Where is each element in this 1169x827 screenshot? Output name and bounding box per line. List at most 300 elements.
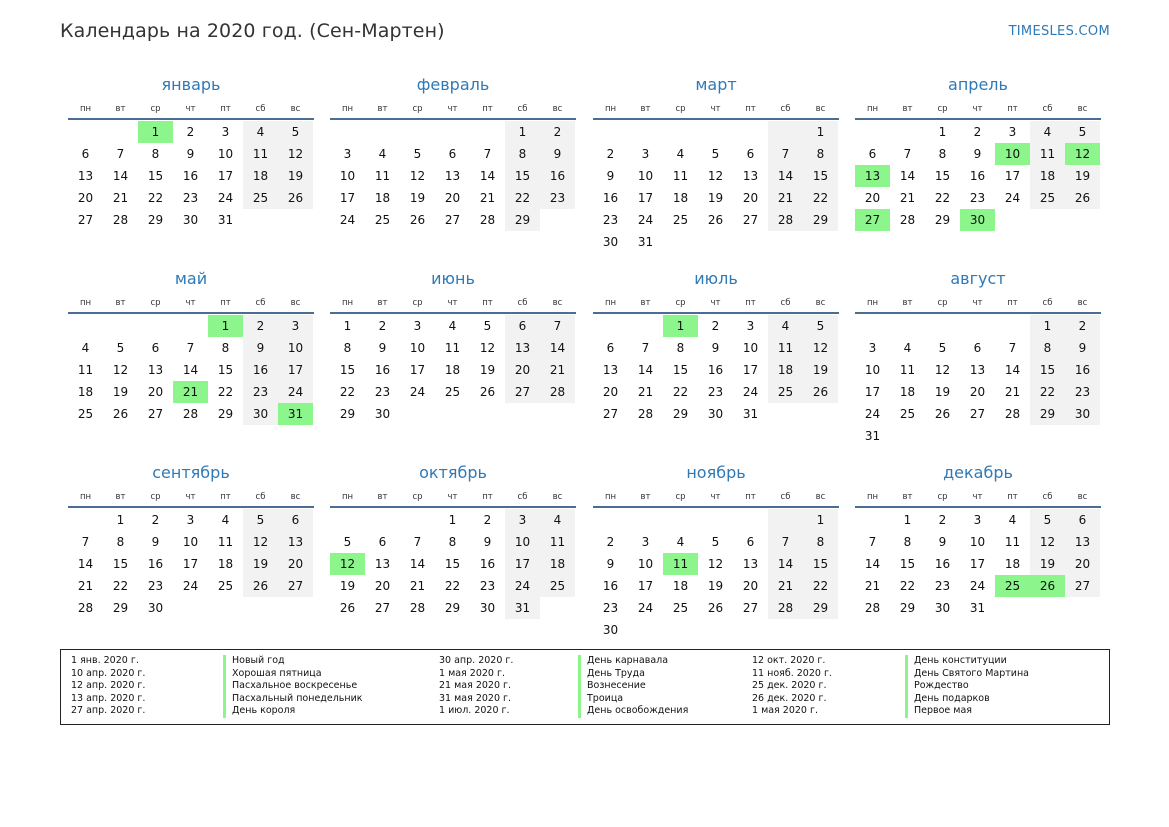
day-cell: 30 xyxy=(479,601,496,615)
empty-day xyxy=(365,121,400,143)
day-cell: 2 xyxy=(606,535,615,549)
empty-day xyxy=(628,315,663,337)
day-cell: 3 xyxy=(868,341,877,355)
day-cell: 19 xyxy=(409,191,426,205)
day-cell: 17 xyxy=(1004,169,1021,183)
day-cell: 6 xyxy=(746,535,755,549)
day-cell: 12 xyxy=(707,557,724,571)
day-cell: 25 xyxy=(77,407,94,421)
day-cell: 2 xyxy=(973,125,982,139)
day-cell: 2 xyxy=(186,125,195,139)
day-cell: 14 xyxy=(768,165,803,187)
day-cell: 5 xyxy=(413,147,422,161)
day-cell: 11 xyxy=(540,531,575,553)
empty-day xyxy=(628,121,663,143)
day-cell: 25 xyxy=(217,579,234,593)
weekday-label: сб xyxy=(1042,492,1053,502)
day-cell: 17 xyxy=(637,191,654,205)
empty-day xyxy=(733,121,768,143)
day-grid xyxy=(593,121,839,253)
empty-day xyxy=(68,509,103,531)
day-cell: 10 xyxy=(864,363,881,377)
day-cell: 14 xyxy=(112,169,129,183)
day-grid xyxy=(593,315,839,425)
empty-day xyxy=(400,121,435,143)
day-cell: 19 xyxy=(243,553,278,575)
legend-dates-col1 xyxy=(71,655,145,718)
weekday-label: чт xyxy=(447,104,458,114)
legend-holiday: День Святого Мартина xyxy=(914,667,1030,679)
weekday-label: сб xyxy=(780,104,791,114)
month-block xyxy=(593,74,839,253)
empty-day xyxy=(925,315,960,337)
day-cell: 4 xyxy=(81,341,90,355)
day-cell: 29 xyxy=(147,213,164,227)
weekday-label: пн xyxy=(604,298,617,308)
day-cell: 22 xyxy=(112,579,129,593)
day-cell: 6 xyxy=(278,509,313,531)
month-divider xyxy=(593,312,839,314)
day-cell: 28 xyxy=(768,209,803,231)
day-cell: 29 xyxy=(444,601,461,615)
day-cell: 15 xyxy=(217,363,234,377)
weekday-label: ср xyxy=(937,298,948,308)
day-cell: 17 xyxy=(969,557,986,571)
day-cell: 28 xyxy=(540,381,575,403)
day-cell: 17 xyxy=(864,385,881,399)
empty-day xyxy=(103,315,138,337)
day-cell: 20 xyxy=(1065,553,1100,575)
legend-holiday: Рождество xyxy=(914,680,969,692)
weekday-header xyxy=(593,100,839,118)
day-cell: 5 xyxy=(483,319,492,333)
day-cell: 29 xyxy=(803,209,838,231)
empty-day xyxy=(330,121,365,143)
day-cell: 21 xyxy=(112,191,129,205)
day-cell: 19 xyxy=(1065,165,1100,187)
day-cell: 29 xyxy=(672,407,689,421)
day-cell: 30 xyxy=(374,407,391,421)
weekday-label: вт xyxy=(902,298,913,308)
day-cell: 13 xyxy=(147,363,164,377)
day-cell: 3 xyxy=(343,147,352,161)
weekday-label: вт xyxy=(377,298,388,308)
day-cell: 5 xyxy=(116,341,125,355)
month-name: январь xyxy=(161,75,221,94)
empty-day xyxy=(698,121,733,143)
empty-day xyxy=(173,315,208,337)
weekday-label: пн xyxy=(341,298,354,308)
day-grid xyxy=(330,315,576,425)
month-block xyxy=(68,462,314,619)
day-cell: 16 xyxy=(602,191,619,205)
day-cell: 28 xyxy=(182,407,199,421)
day-cell: 23 xyxy=(969,191,986,205)
empty-day xyxy=(855,509,890,531)
day-cell: 28 xyxy=(768,597,803,619)
day-cell: 3 xyxy=(1008,125,1017,139)
weekday-label: вс xyxy=(1077,492,1088,502)
day-cell: 15 xyxy=(112,557,129,571)
day-cell: 24 xyxy=(217,191,234,205)
day-cell: 8 xyxy=(116,535,125,549)
day-cell: 2 xyxy=(606,147,615,161)
day-cell: 4 xyxy=(243,121,278,143)
day-cell: 14 xyxy=(637,363,654,377)
day-cell: 27 xyxy=(602,407,619,421)
weekday-label: пт xyxy=(1007,104,1018,114)
day-cell: 12 xyxy=(479,341,496,355)
day-cell: 11 xyxy=(768,337,803,359)
day-cell: 4 xyxy=(378,147,387,161)
day-cell: 4 xyxy=(1008,513,1017,527)
weekday-header xyxy=(593,488,839,506)
day-cell: 23 xyxy=(147,579,164,593)
legend-date: 21 мая 2020 г. xyxy=(439,680,512,692)
empty-day xyxy=(593,315,628,337)
month-block xyxy=(68,74,314,231)
weekday-label: пн xyxy=(79,298,92,308)
day-cell: 3 xyxy=(641,147,650,161)
empty-day xyxy=(733,509,768,531)
legend-dates-col3 xyxy=(752,655,832,718)
day-cell: 1 xyxy=(448,513,457,527)
legend-date: 27 апр. 2020 г. xyxy=(71,705,146,717)
empty-day xyxy=(68,121,103,143)
day-cell: 18 xyxy=(1030,165,1065,187)
day-cell: 23 xyxy=(479,579,496,593)
day-cell: 31 xyxy=(637,235,654,249)
day-cell: 22 xyxy=(147,191,164,205)
empty-day xyxy=(890,315,925,337)
weekday-label: вс xyxy=(290,104,301,114)
month-block xyxy=(68,268,314,425)
day-cell: 2 xyxy=(540,121,575,143)
day-cell: 9 xyxy=(540,143,575,165)
day-cell: 24 xyxy=(182,579,199,593)
day-cell: 5 xyxy=(278,121,313,143)
month-divider xyxy=(855,506,1101,508)
day-cell: 23 xyxy=(374,385,391,399)
day-cell: 30 xyxy=(934,601,951,615)
weekday-label: пт xyxy=(482,492,493,502)
day-cell: 7 xyxy=(186,341,195,355)
day-cell: 31 xyxy=(742,407,759,421)
empty-day xyxy=(593,509,628,531)
day-cell: 8 xyxy=(1030,337,1065,359)
day-cell: 19 xyxy=(707,191,724,205)
day-cell: 15 xyxy=(672,363,689,377)
weekday-label: вс xyxy=(1077,104,1088,114)
day-cell: 12 xyxy=(278,143,313,165)
weekday-header xyxy=(68,100,314,118)
day-cell: 17 xyxy=(409,363,426,377)
weekday-label: сб xyxy=(255,492,266,502)
day-cell: 15 xyxy=(934,169,951,183)
month-block xyxy=(855,462,1101,619)
day-cell: 10 xyxy=(182,535,199,549)
day-cell: 29 xyxy=(217,407,234,421)
weekday-label: чт xyxy=(447,298,458,308)
day-cell: 18 xyxy=(374,191,391,205)
month-name: июль xyxy=(694,269,738,288)
weekday-label: вс xyxy=(815,298,826,308)
day-cell: 31 xyxy=(969,601,986,615)
weekday-header xyxy=(330,294,576,312)
legend-holiday: Хорошая пятница xyxy=(232,667,322,679)
holiday-day: 27 xyxy=(855,209,890,231)
weekday-label: вт xyxy=(640,492,651,502)
empty-day xyxy=(663,509,698,531)
day-cell: 9 xyxy=(938,535,947,549)
weekday-header xyxy=(855,488,1101,506)
weekday-label: ср xyxy=(937,104,948,114)
day-cell: 30 xyxy=(707,407,724,421)
day-cell: 25 xyxy=(374,213,391,227)
empty-day xyxy=(365,509,400,531)
empty-day xyxy=(995,315,1030,337)
day-cell: 25 xyxy=(1030,187,1065,209)
brand-link[interactable]: TIMESLES.COM xyxy=(1008,24,1110,39)
day-cell: 7 xyxy=(540,315,575,337)
weekday-label: ср xyxy=(937,492,948,502)
legend-names-col2 xyxy=(578,655,688,718)
empty-day xyxy=(435,121,470,143)
month-name: ноябрь xyxy=(686,463,746,482)
empty-day xyxy=(855,315,890,337)
day-cell: 28 xyxy=(112,213,129,227)
day-cell: 5 xyxy=(938,341,947,355)
day-cell: 15 xyxy=(505,165,540,187)
day-cell: 14 xyxy=(540,337,575,359)
weekday-label: пн xyxy=(604,492,617,502)
day-cell: 10 xyxy=(278,337,313,359)
empty-day xyxy=(138,315,173,337)
day-cell: 9 xyxy=(151,535,160,549)
day-cell: 22 xyxy=(934,191,951,205)
day-cell: 22 xyxy=(803,187,838,209)
weekday-label: пт xyxy=(1007,298,1018,308)
day-cell: 14 xyxy=(899,169,916,183)
day-cell: 18 xyxy=(672,579,689,593)
day-cell: 12 xyxy=(243,531,278,553)
day-cell: 11 xyxy=(374,169,391,183)
day-cell: 9 xyxy=(186,147,195,161)
day-cell: 3 xyxy=(505,509,540,531)
day-cell: 12 xyxy=(803,337,838,359)
day-cell: 22 xyxy=(803,575,838,597)
day-cell: 28 xyxy=(409,601,426,615)
empty-day xyxy=(960,315,995,337)
legend-date: 1 мая 2020 г. xyxy=(439,667,505,679)
day-cell: 4 xyxy=(448,319,457,333)
day-cell: 9 xyxy=(483,535,492,549)
day-cell: 18 xyxy=(768,359,803,381)
holiday-day: 1 xyxy=(663,315,698,337)
month-name: апрель xyxy=(948,75,1008,94)
day-cell: 18 xyxy=(672,191,689,205)
weekday-header xyxy=(593,294,839,312)
day-cell: 26 xyxy=(409,213,426,227)
day-cell: 11 xyxy=(672,169,689,183)
day-cell: 31 xyxy=(864,429,881,443)
day-cell: 16 xyxy=(1065,359,1100,381)
day-cell: 19 xyxy=(803,359,838,381)
day-cell: 24 xyxy=(409,385,426,399)
month-block xyxy=(855,74,1101,231)
day-cell: 1 xyxy=(903,513,912,527)
day-cell: 23 xyxy=(540,187,575,209)
legend-names-col1 xyxy=(223,655,363,718)
day-cell: 29 xyxy=(505,209,540,231)
weekday-label: вт xyxy=(640,298,651,308)
day-cell: 8 xyxy=(151,147,160,161)
day-cell: 17 xyxy=(505,553,540,575)
day-cell: 25 xyxy=(672,601,689,615)
day-cell: 30 xyxy=(182,213,199,227)
legend-date: 12 апр. 2020 г. xyxy=(71,680,146,692)
day-cell: 9 xyxy=(243,337,278,359)
day-cell: 17 xyxy=(742,363,759,377)
day-cell: 27 xyxy=(278,575,313,597)
day-cell: 10 xyxy=(969,535,986,549)
day-grid xyxy=(330,509,576,619)
day-cell: 30 xyxy=(1065,403,1100,425)
empty-day xyxy=(663,121,698,143)
day-cell: 20 xyxy=(374,579,391,593)
day-cell: 26 xyxy=(479,385,496,399)
page-title: Календарь на 2020 год. (Сен-Мартен) xyxy=(60,20,445,42)
day-cell: 14 xyxy=(409,557,426,571)
weekday-label: чт xyxy=(447,492,458,502)
empty-day xyxy=(470,121,505,143)
day-cell: 18 xyxy=(444,363,461,377)
day-cell: 25 xyxy=(540,575,575,597)
day-cell: 28 xyxy=(637,407,654,421)
holiday-day: 21 xyxy=(173,381,208,403)
day-cell: 2 xyxy=(1065,315,1100,337)
legend-date: 1 мая 2020 г. xyxy=(752,705,818,717)
day-cell: 21 xyxy=(899,191,916,205)
weekday-label: пн xyxy=(604,104,617,114)
day-cell: 27 xyxy=(742,213,759,227)
holiday-day: 11 xyxy=(663,553,698,575)
day-cell: 17 xyxy=(217,169,234,183)
weekday-label: вс xyxy=(552,104,563,114)
day-cell: 29 xyxy=(339,407,356,421)
day-cell: 4 xyxy=(221,513,230,527)
day-cell: 26 xyxy=(243,575,278,597)
legend-date: 26 дек. 2020 г. xyxy=(752,692,827,704)
weekday-label: ср xyxy=(675,104,686,114)
day-cell: 27 xyxy=(505,381,540,403)
day-cell: 7 xyxy=(483,147,492,161)
day-cell: 11 xyxy=(1004,535,1021,549)
empty-day xyxy=(400,509,435,531)
weekday-label: вт xyxy=(115,104,126,114)
day-cell: 18 xyxy=(77,385,94,399)
weekday-label: чт xyxy=(972,298,983,308)
day-cell: 11 xyxy=(243,143,278,165)
weekday-label: чт xyxy=(710,104,721,114)
day-cell: 21 xyxy=(77,579,94,593)
day-cell: 2 xyxy=(378,319,387,333)
day-cell: 17 xyxy=(339,191,356,205)
day-cell: 24 xyxy=(969,579,986,593)
empty-day xyxy=(68,315,103,337)
day-cell: 9 xyxy=(606,557,615,571)
day-cell: 29 xyxy=(1030,403,1065,425)
day-cell: 6 xyxy=(746,147,755,161)
day-cell: 29 xyxy=(803,597,838,619)
day-cell: 23 xyxy=(182,191,199,205)
day-cell: 29 xyxy=(934,213,951,227)
day-cell: 1 xyxy=(938,125,947,139)
day-cell: 6 xyxy=(606,341,615,355)
day-cell: 6 xyxy=(448,147,457,161)
day-cell: 10 xyxy=(339,169,356,183)
weekday-label: пт xyxy=(220,298,231,308)
day-cell: 7 xyxy=(1008,341,1017,355)
day-cell: 5 xyxy=(803,315,838,337)
day-cell: 15 xyxy=(899,557,916,571)
day-cell: 18 xyxy=(1004,557,1021,571)
day-cell: 11 xyxy=(217,535,234,549)
weekday-label: пн xyxy=(79,104,92,114)
day-cell: 27 xyxy=(374,601,391,615)
legend-holiday: Троица xyxy=(587,692,624,704)
holiday-day: 26 xyxy=(1030,575,1065,597)
day-cell: 21 xyxy=(637,385,654,399)
day-cell: 5 xyxy=(343,535,352,549)
day-cell: 25 xyxy=(899,407,916,421)
weekday-label: вс xyxy=(290,492,301,502)
month-block xyxy=(330,74,576,231)
day-cell: 24 xyxy=(1004,191,1021,205)
day-grid xyxy=(68,121,314,231)
legend-holiday: Вознесение xyxy=(587,680,646,692)
holiday-day: 1 xyxy=(138,121,173,143)
empty-day xyxy=(698,509,733,531)
day-cell: 14 xyxy=(1004,363,1021,377)
day-cell: 22 xyxy=(899,579,916,593)
month-name: июнь xyxy=(431,269,475,288)
month-divider xyxy=(330,506,576,508)
day-cell: 7 xyxy=(903,147,912,161)
legend-holiday: Новый год xyxy=(232,655,285,666)
day-cell: 2 xyxy=(938,513,947,527)
day-cell: 13 xyxy=(444,169,461,183)
day-cell: 22 xyxy=(339,385,356,399)
day-cell: 30 xyxy=(147,601,164,615)
day-cell: 24 xyxy=(742,385,759,399)
day-cell: 30 xyxy=(602,623,619,637)
day-cell: 20 xyxy=(77,191,94,205)
day-cell: 5 xyxy=(1030,509,1065,531)
weekday-label: пт xyxy=(745,104,756,114)
day-cell: 4 xyxy=(768,315,803,337)
day-cell: 3 xyxy=(221,125,230,139)
day-cell: 13 xyxy=(505,337,540,359)
weekday-label: чт xyxy=(972,492,983,502)
weekday-label: чт xyxy=(972,104,983,114)
day-cell: 11 xyxy=(899,363,916,377)
day-grid xyxy=(855,121,1101,231)
weekday-label: пт xyxy=(220,492,231,502)
weekday-label: сб xyxy=(255,104,266,114)
empty-day xyxy=(628,509,663,531)
empty-day xyxy=(855,121,890,143)
